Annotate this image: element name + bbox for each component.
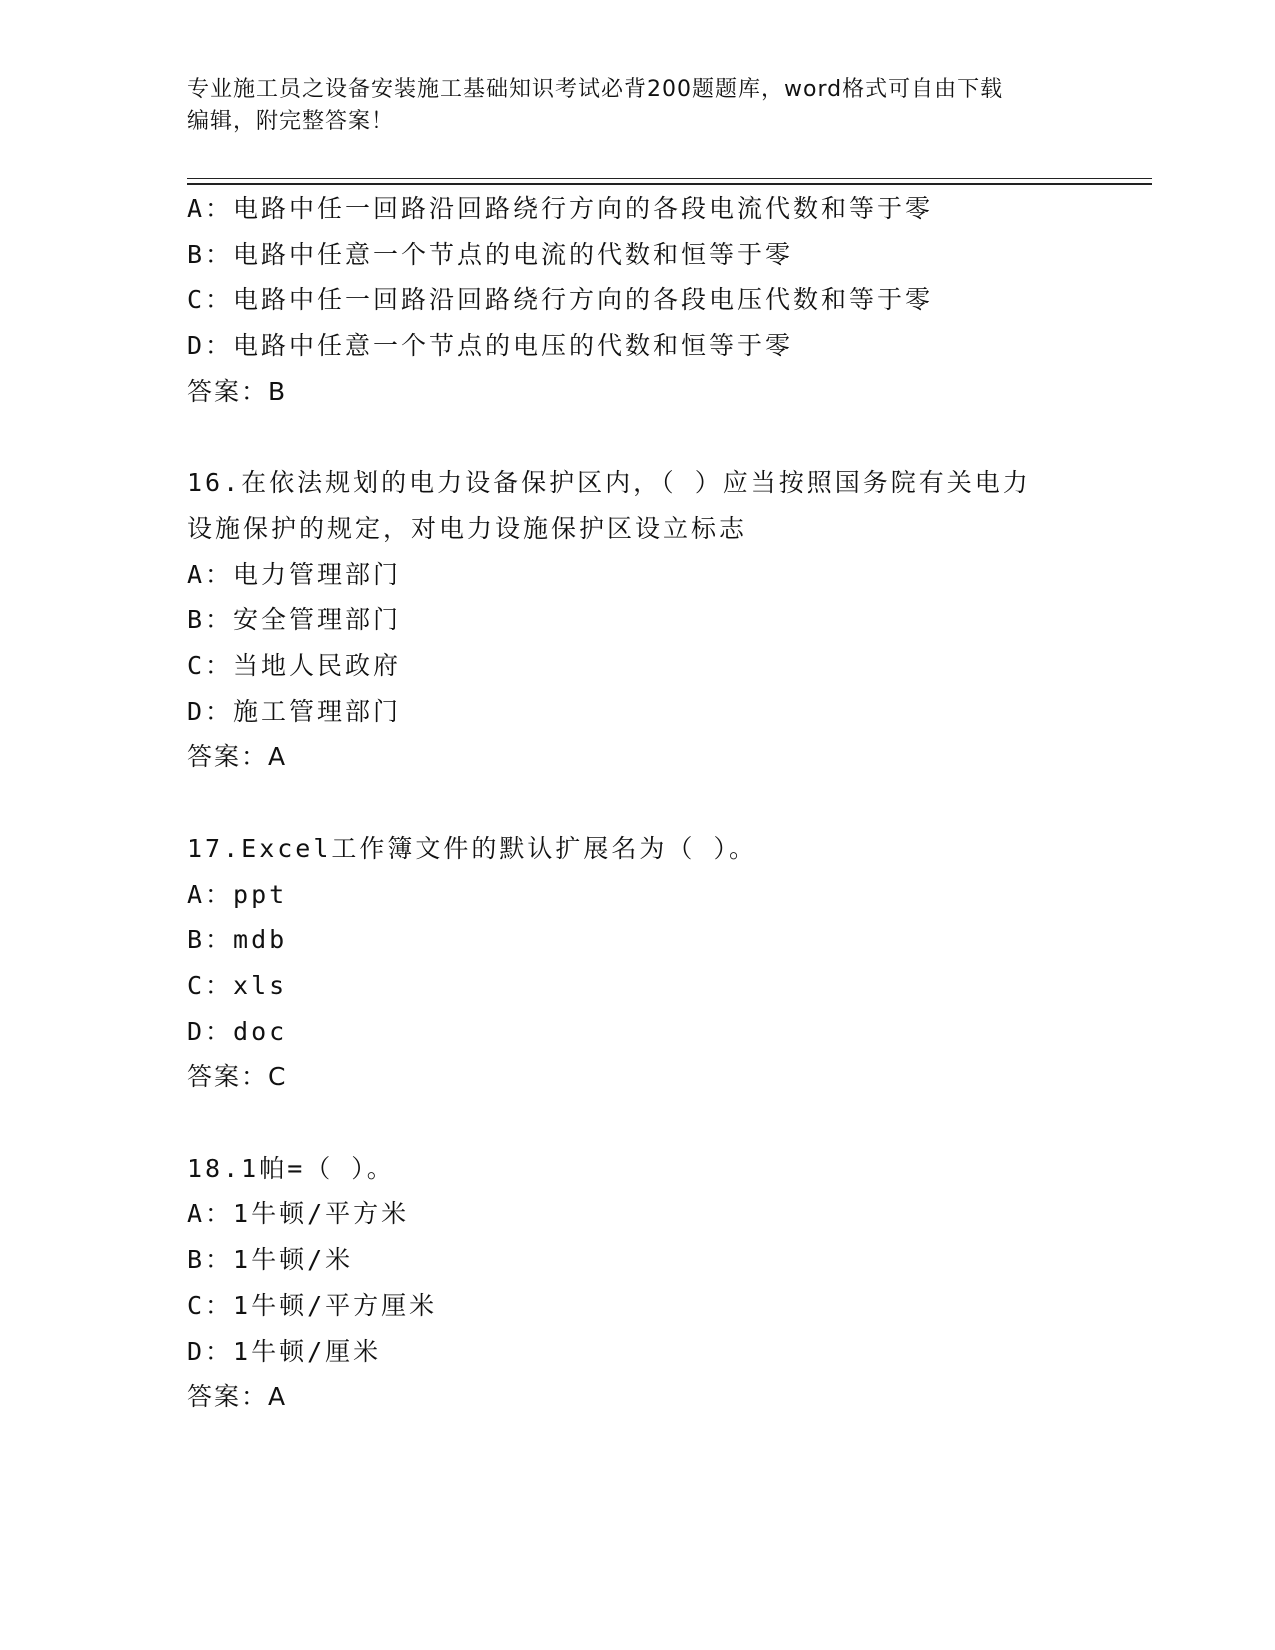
question-16 bbox=[187, 460, 1087, 780]
header-divider-thin bbox=[187, 178, 1152, 179]
answer-line: 答案：B bbox=[187, 376, 288, 406]
option-c: C：当地人民政府 bbox=[187, 651, 402, 681]
option-a: A：电路中任一回路沿回路绕行方向的各段电流代数和等于零 bbox=[187, 194, 934, 223]
answer-line: 答案：A bbox=[187, 1382, 288, 1412]
question-list bbox=[187, 186, 1087, 1420]
spacer bbox=[187, 1100, 1087, 1146]
option-d: D：doc bbox=[187, 1016, 288, 1046]
option-c: C：电路中任一回路沿回路绕行方向的各段电压代数和等于零 bbox=[187, 285, 934, 315]
header-title-line2: 编辑，附完整答案！ bbox=[187, 109, 395, 134]
question-15 bbox=[187, 186, 1087, 415]
option-d: D：电路中任意一个节点的电压的代数和恒等于零 bbox=[187, 331, 794, 361]
option-b: B：1牛顿/米 bbox=[187, 1245, 354, 1275]
question-text: 18.1帕=（ ）。 bbox=[187, 1153, 395, 1183]
option-d: D：1牛顿/厘米 bbox=[187, 1336, 382, 1366]
option-b: B：mdb bbox=[187, 925, 288, 955]
header-title-line1: 专业施工员之设备安装施工基础知识考试必背200题题库，word格式可自由下载 bbox=[187, 77, 1004, 102]
question-18 bbox=[187, 1146, 1087, 1420]
option-a: A：ppt bbox=[187, 879, 288, 909]
question-17 bbox=[187, 826, 1087, 1100]
answer-line: 答案：A bbox=[187, 742, 288, 772]
option-b: B：电路中任意一个节点的电流的代数和恒等于零 bbox=[187, 239, 794, 269]
option-a: A：电力管理部门 bbox=[187, 559, 402, 589]
question-text-line1: 16.在依法规划的电力设备保护区内，（ ）应当按照国务院有关电力 bbox=[187, 468, 1031, 498]
question-text: 17.Excel工作簿文件的默认扩展名为（ ）。 bbox=[187, 833, 757, 863]
option-c: C：xls bbox=[187, 970, 288, 1000]
spacer bbox=[187, 780, 1087, 826]
document-header bbox=[187, 74, 1087, 138]
header-divider-thick bbox=[187, 183, 1152, 185]
answer-line: 答案：C bbox=[187, 1062, 288, 1092]
option-a: A：1牛顿/平方米 bbox=[187, 1199, 410, 1229]
option-c: C：1牛顿/平方厘米 bbox=[187, 1290, 438, 1320]
option-d: D：施工管理部门 bbox=[187, 696, 402, 726]
option-b: B：安全管理部门 bbox=[187, 605, 402, 635]
question-text-line2: 设施保护的规定，对电力设施保护区设立标志 bbox=[187, 513, 748, 543]
spacer bbox=[187, 415, 1087, 461]
